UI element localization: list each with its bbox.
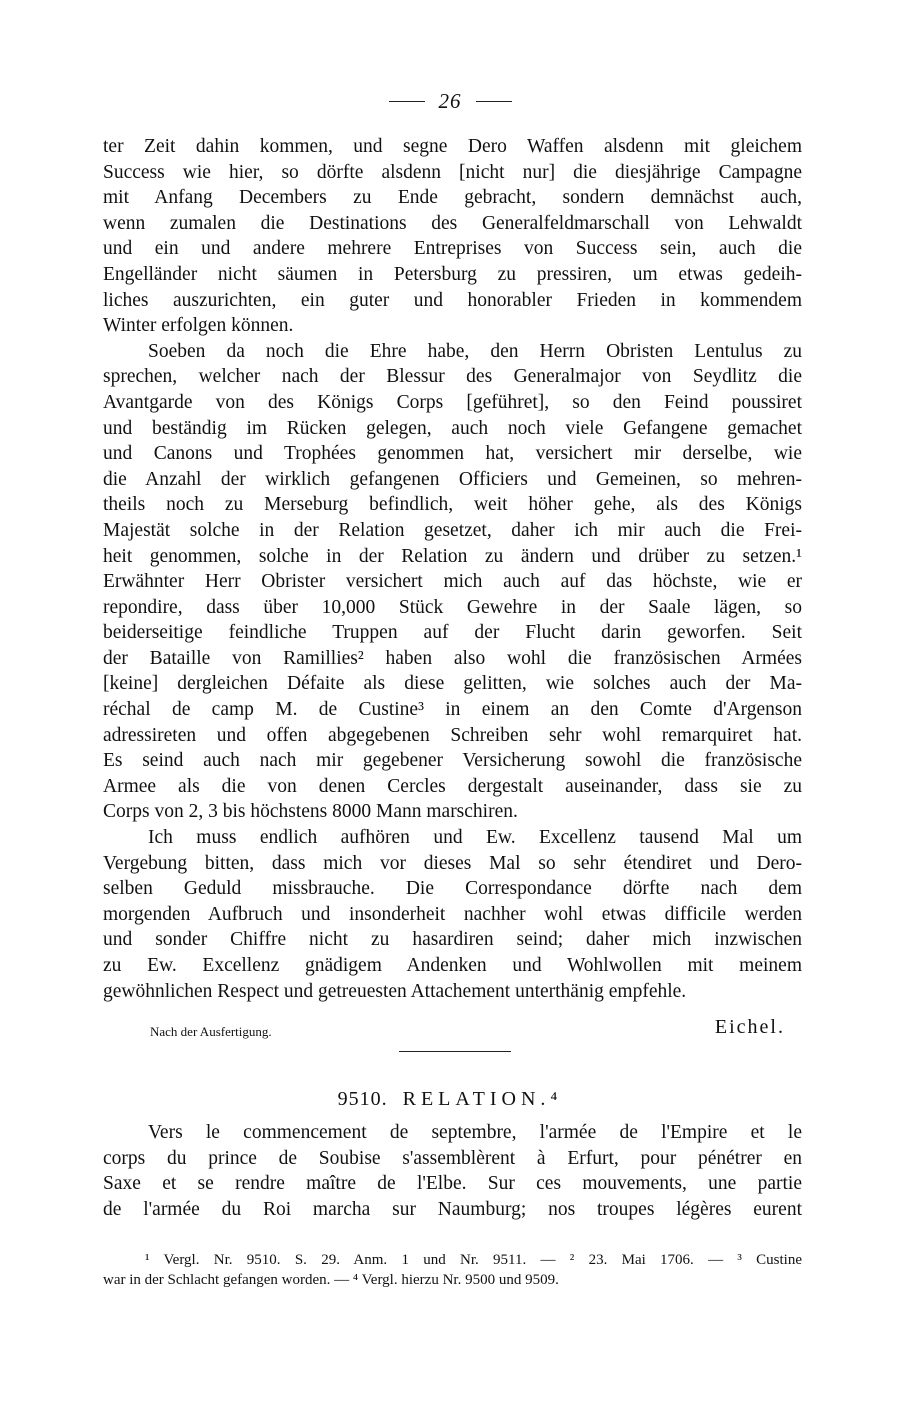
text-line: Saxe et se rendre maître de l'Elbe. Sur ces mouvements, une partie <box>103 1173 802 1195</box>
relation-body <box>103 1120 802 1222</box>
text-line: [keine] dergleichen Défaite als diese gelitten, wie solches auch der Ma- <box>103 673 802 695</box>
text-line: ter Zeit dahin kommen, und segne Dero Waffen alsdenn mit gleichem <box>103 136 802 157</box>
text-line: Majestät solche in der Relation gesetzet, daher ich mir auch die Frei- <box>103 519 802 541</box>
signature: Eichel. <box>714 1016 785 1038</box>
footnote-line: war in der Schlacht gefangen worden. — ⁴ Vergl. hierzu Nr. 9500 und 9509. <box>103 1272 559 1288</box>
text-line: beiderseitige feindliche Truppen auf der Flucht darin geworfen. Seit <box>103 622 802 644</box>
text-line: der Bataille von Ramillies² haben also wohl die französischen Armées <box>103 647 802 669</box>
page-header <box>0 88 900 114</box>
letter-body <box>103 134 802 1004</box>
footnote-line: ¹ Vergl. Nr. 9510. S. 29. Anm. 1 und Nr. 9511. — ² 23. Mai 1706. — ³ Custine <box>145 1252 802 1268</box>
closing-row <box>150 1014 785 1044</box>
text-line: repondire, dass über 10,000 Stück Gewehre in der Saale lägen, so <box>103 596 802 618</box>
text-line: Engelländer nicht säumen in Petersburg zu pressiren, um etwas gedeih- <box>103 263 802 285</box>
text-line: und Canons und Trophées genommen hat, versichert mir derselbe, wie <box>103 443 802 465</box>
text-line: réchal de camp M. de Custine³ in einem an den Comte d'Argenson <box>103 699 802 721</box>
text-line: Armee als die von denen Cercles dergestalt auseinander, dass sie zu <box>103 775 802 797</box>
text-line: Avantgarde von des Königs Corps [geführet], so den Feind poussiret <box>103 391 802 413</box>
section-divider <box>399 1051 511 1052</box>
text-line: zu Ew. Excellenz gnädigem Andenken und Wohlwollen mit meinem <box>103 955 802 976</box>
document-heading <box>0 1086 900 1112</box>
text-line: theils noch zu Merseburg befindlich, weit höher gehe, als des Königs <box>103 494 802 516</box>
paragraph <box>103 825 802 1004</box>
text-line: Es seind auch nach mir gegebener Versicherung sowohl die französische <box>103 750 802 772</box>
paragraph <box>103 339 802 825</box>
document-number: 9510. <box>337 1088 388 1110</box>
text-line: heit genommen, solche in der Relation zu ändern und drüber zu setzen.¹ <box>103 545 802 567</box>
document-title: RELATION.⁴ <box>402 1088 563 1110</box>
text-line: liches auszurichten, ein guter und honorabler Frieden in kommendem <box>103 289 802 311</box>
source-note: Nach der Ausfertigung. <box>150 1024 272 1039</box>
text-line: Corps von 2, 3 bis höchstens 8000 Mann marschiren. <box>103 801 518 823</box>
footnotes <box>103 1250 802 1290</box>
text-line: Success wie hier, so dörfte alsdenn [nicht nur] die diesjährige Campagne <box>103 161 802 183</box>
text-line: und ein und andere mehrere Entreprises von Success sein, auch die <box>103 238 802 260</box>
header-rule-right <box>476 101 512 102</box>
text-line: Ich muss endlich aufhören und Ew. Excellenz tausend Mal um <box>148 827 802 849</box>
paragraph <box>103 134 802 339</box>
text-line: wenn zumalen die Destinations des Generalfeldmarschall von Lehwaldt <box>103 212 802 234</box>
text-line: Winter erfolgen können. <box>103 315 294 337</box>
text-line: corps du prince de Soubise s'assemblèrent à Erfurt, pour pénétrer en <box>103 1147 802 1169</box>
text-line: adressireten und offen abgegebenen Schreiben sehr wohl remarquiret hat. <box>103 724 802 746</box>
text-line: Vergebung bitten, dass mich vor dieses Mal so sehr étendiret und Dero- <box>103 852 802 874</box>
text-line: sprechen, welcher nach der Blessur des Generalmajor von Seydlitz die <box>103 366 802 388</box>
text-line: und beständig im Rücken gelegen, auch noch viele Gefangene gemachet <box>103 417 802 439</box>
text-line: mit Anfang Decembers zu Ende gebracht, sondern demnächst auch, <box>103 187 802 209</box>
text-line: und sonder Chiffre nicht zu hasardiren seind; daher mich inzwischen <box>103 929 802 951</box>
text-line: morgenden Aufbruch und insonderheit nachher wohl etwas difficile werden <box>103 903 802 925</box>
text-line: Vers le commencement de septembre, l'armée de l'Empire et le <box>148 1122 802 1143</box>
text-line: Soeben da noch die Ehre habe, den Herrn Obristen Lentulus zu <box>148 340 802 362</box>
header-rule-left <box>389 101 425 102</box>
text-line: gewöhnlichen Respect und getreuesten Attachement unterthänig empfehle. <box>103 980 687 1002</box>
text-line: Erwähnter Herr Obrister versichert mich auch auf das höchste, wie er <box>103 571 802 593</box>
text-line: de l'armée du Roi marcha sur Naumburg; nos troupes légères eurent <box>103 1198 802 1220</box>
text-line: selben Geduld missbrauche. Die Correspondance dörfte nach dem <box>103 878 802 900</box>
text-line: die Anzahl der wirklich gefangenen Officiers und Gemeinen, so mehren- <box>103 468 802 490</box>
page-number: 26 <box>438 88 462 113</box>
